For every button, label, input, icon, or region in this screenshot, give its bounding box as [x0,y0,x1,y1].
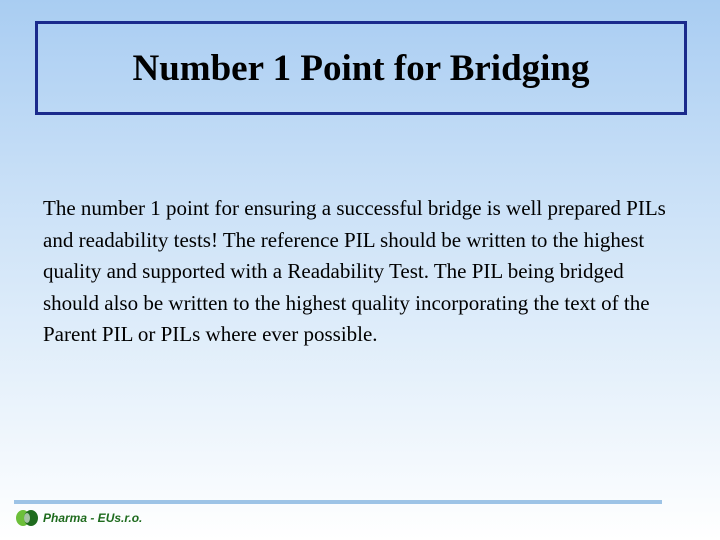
slide-title: Number 1 Point for Bridging [132,47,590,89]
footer-divider [14,500,662,504]
pharma-eu-logo-icon [15,508,41,528]
slide-body-text: The number 1 point for ensuring a successful bridge is well prepared PILs and readability tests! The reference PIL should be written to the highest quality and supported with a Readability Test. The PIL being bridged should also be written to the highest quality incorporating the text of the Parent PIL or PILs where ever possible. [43,196,666,346]
title-box [35,21,687,115]
logo-text: Pharma - EUs.r.o. [43,511,143,525]
company-logo [15,508,142,528]
